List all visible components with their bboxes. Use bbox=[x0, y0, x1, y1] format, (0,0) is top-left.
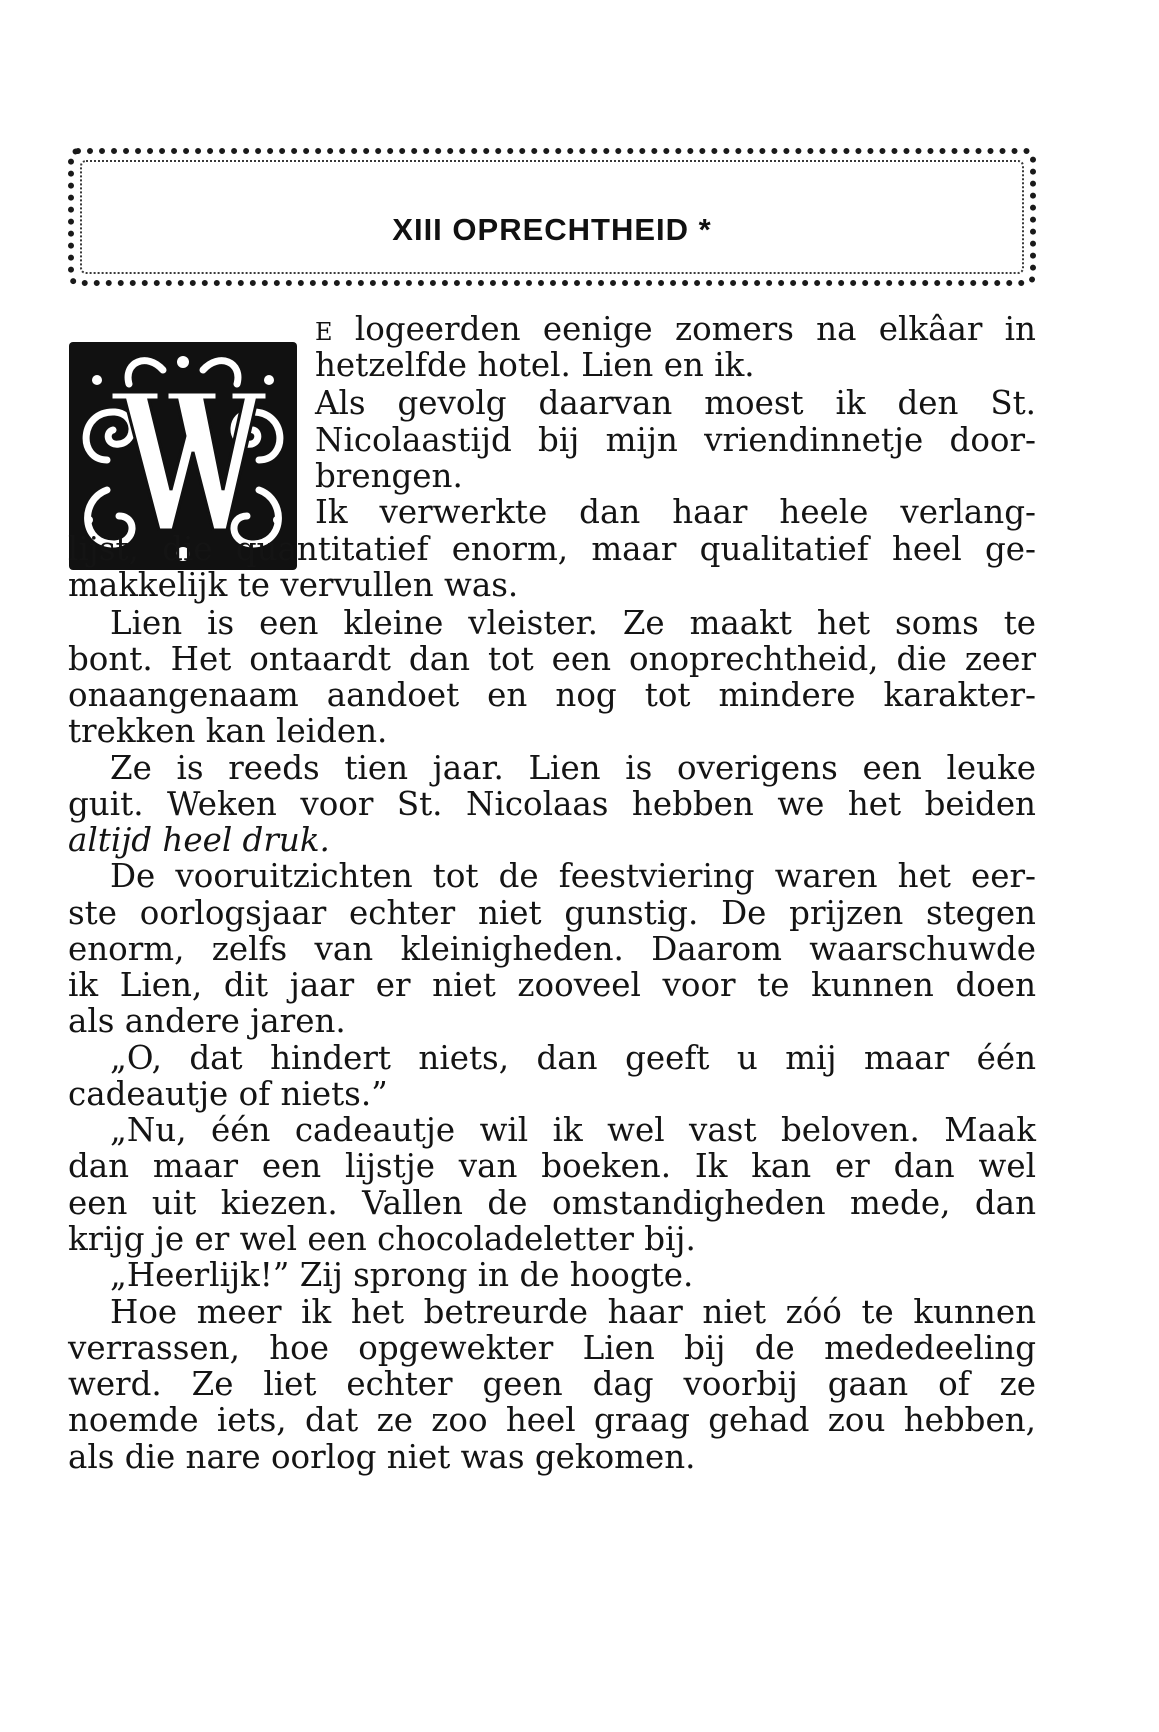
text-line-31: noemde iets, dat ze zoo heel graag gehad zou hebben, bbox=[68, 1401, 1036, 1439]
text-line-1 bbox=[315, 310, 1036, 351]
text-line-3: Als gevolg daarvan moest ik den St. bbox=[315, 384, 1036, 422]
text-line-2: hetzelfde hotel. Lien en ik. bbox=[315, 346, 755, 384]
text-line-32: als die nare oorlog niet was gekomen. bbox=[68, 1438, 696, 1476]
text-line-9: Lien is een kleine vleister. Ze maakt het soms te bbox=[110, 604, 1036, 642]
text-line-11: onaangenaam aandoet en nog tot mindere karakter- bbox=[68, 676, 1036, 714]
text-line-22: cadeautje of niets.” bbox=[68, 1075, 388, 1113]
text-line-7: lijst, die quantitatief enorm, maar qualitatief heel ge- bbox=[68, 530, 1036, 568]
text-line-16: De vooruitzichten tot de feestviering waren het eer- bbox=[110, 857, 1036, 895]
text-line-20: als andere jaren. bbox=[68, 1002, 346, 1040]
text-line-8: makkelijk te vervullen was. bbox=[68, 566, 519, 604]
text-line-13: Ze is reeds tien jaar. Lien is overigens een leuke bbox=[110, 749, 1036, 787]
text-line-17: ste oorlogsjaar echter niet gunstig. De prijzen stegen bbox=[68, 894, 1036, 932]
text-line-12: trekken kan leiden. bbox=[68, 712, 388, 750]
text-line-23: „Nu, één cadeautje wil ik wel vast beloven. Maak bbox=[110, 1111, 1036, 1149]
text-line-25: een uit kiezen. Vallen de omstandigheden mede, dan bbox=[68, 1184, 1036, 1222]
text-line-28: Hoe meer ik het betreurde haar niet zóó te kunnen bbox=[110, 1293, 1036, 1331]
chapter-header-frame bbox=[68, 148, 1036, 286]
text-line-18: enorm, zelfs van kleinigheden. Daarom waarschuwde bbox=[68, 930, 1036, 968]
text-line-19: ik Lien, dit jaar er niet zooveel voor te kunnen doen bbox=[68, 966, 1036, 1004]
chapter-title: XIII OPRECHTHEID * bbox=[392, 212, 712, 247]
text-line-6: Ik verwerkte dan haar heele verlang- bbox=[315, 493, 1036, 531]
text-line-14: guit. Weken voor St. Nicolaas hebben we het beiden bbox=[68, 785, 1036, 823]
text-line-4: Nicolaastijd bij mijn vriendinnetje door- bbox=[315, 421, 1036, 459]
text-line-21: „O, dat hindert niets, dan geeft u mij maar één bbox=[110, 1039, 1036, 1077]
text-line-24: dan maar een lijstje van boeken. Ik kan er dan wel bbox=[68, 1147, 1036, 1185]
text-line-30: werd. Ze liet echter geen dag voorbij gaan of ze bbox=[68, 1365, 1036, 1403]
text-line-5: brengen. bbox=[315, 457, 463, 495]
initial-continuation: E logeerden eenige zomers na elkâar in bbox=[315, 310, 1036, 348]
text-line-29: verrassen, hoe opgewekter Lien bij de mededeeling bbox=[68, 1329, 1036, 1367]
text-line-10: bont. Het ontaardt dan tot een onoprechtheid, die zeer bbox=[68, 640, 1036, 678]
text-line-15: altijd heel druk. bbox=[68, 821, 330, 859]
text-line-27: „Heerlijk!” Zij sprong in de hoogte. bbox=[110, 1256, 694, 1294]
text-line-26: krijg je er wel een chocoladeletter bij. bbox=[68, 1220, 696, 1258]
